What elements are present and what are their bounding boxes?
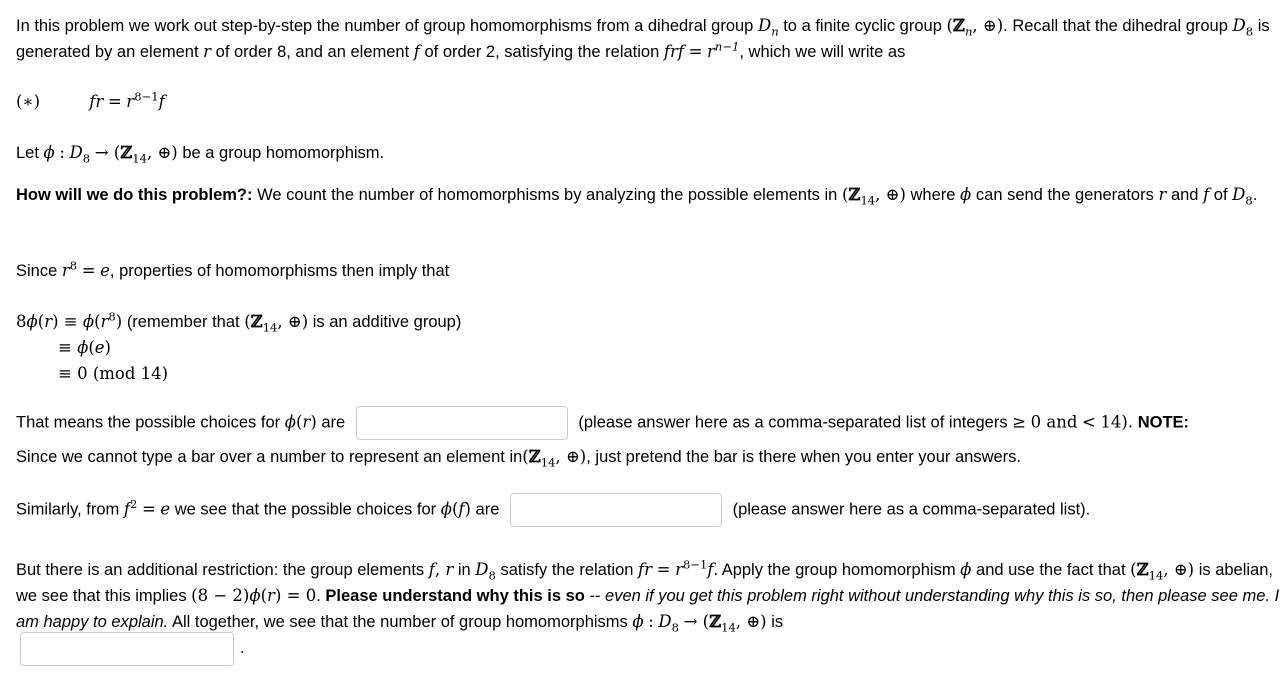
let-statement: Let ϕ : $D_8$ → (ℤ$_{14}$, ⊕) be a group homomorphism.	[16, 143, 385, 166]
how-paragraph: How will we do this problem?: We count the number of homomorphisms by analyzing the possible elements in (ℤ$_{14}$, ⊕) where ϕ can send the generators r and f of $D_8$.	[16, 185, 1258, 208]
question-count-answer-row: .	[16, 632, 1281, 666]
since-statement: Since $r^8 = e$, properties of homomorphisms then imply that	[16, 258, 450, 280]
phi-f-answer-input[interactable]	[510, 493, 722, 527]
homomorphism-count-input[interactable]	[20, 632, 234, 666]
question-phi-f: Similarly, from $f^2 = e$ we see that the possible choices for ϕ(f) are (please answer here as a comma-separated list).	[16, 493, 1281, 527]
intro-paragraph: In this problem we work out step-by-step the number of group homomorphisms from a dihedral group $D_n$ to a finite cyclic group (ℤ$_n$, ⊕). Recall that the dihedral group $D_8$ is generated by an element r of order 8, and an element f of order 2, satisfying the relation frf = $r^{n-1}$, which we will write as	[16, 16, 1270, 61]
question-phi-r-note: Since we cannot type a bar over a number to represent an element in(ℤ$_{14}$, ⊕), just pretend the bar is there when you enter your answers.	[16, 447, 1021, 470]
question-phi-r: That means the possible choices for ϕ(r) are (please answer here as a comma-separated list of integers ≥ 0 and < 14). NOTE:	[16, 406, 1281, 440]
question-count: But there is an additional restriction: the group elements f, r in $D_8$ satisfy the relation fr = $r^{8-1}f$. Apply the group homomorphism ϕ and use the fact that (ℤ$_{14}$, ⊕) is abelian, we see that this implies (8 − 2)ϕ(r) = 0. Please understand why this is so -- even if you get this problem right without understanding why this is so, then please see me. I am happy to explain. All together, we see that the number of group homomorphisms ϕ : $D_8$ → (ℤ$_{14}$, ⊕) is	[16, 557, 1280, 635]
congruence-block: $8\phi(r) \equiv \phi(r^8)$ (remember that (ℤ$_{14}$, ⊕) is an additive group) ≡ ϕ(e) ≡ 0 (mod 14)	[16, 309, 462, 383]
phi-r-answer-input[interactable]	[356, 406, 568, 440]
star-equation: (∗) fr = $r^{8-1}f$	[16, 89, 165, 111]
